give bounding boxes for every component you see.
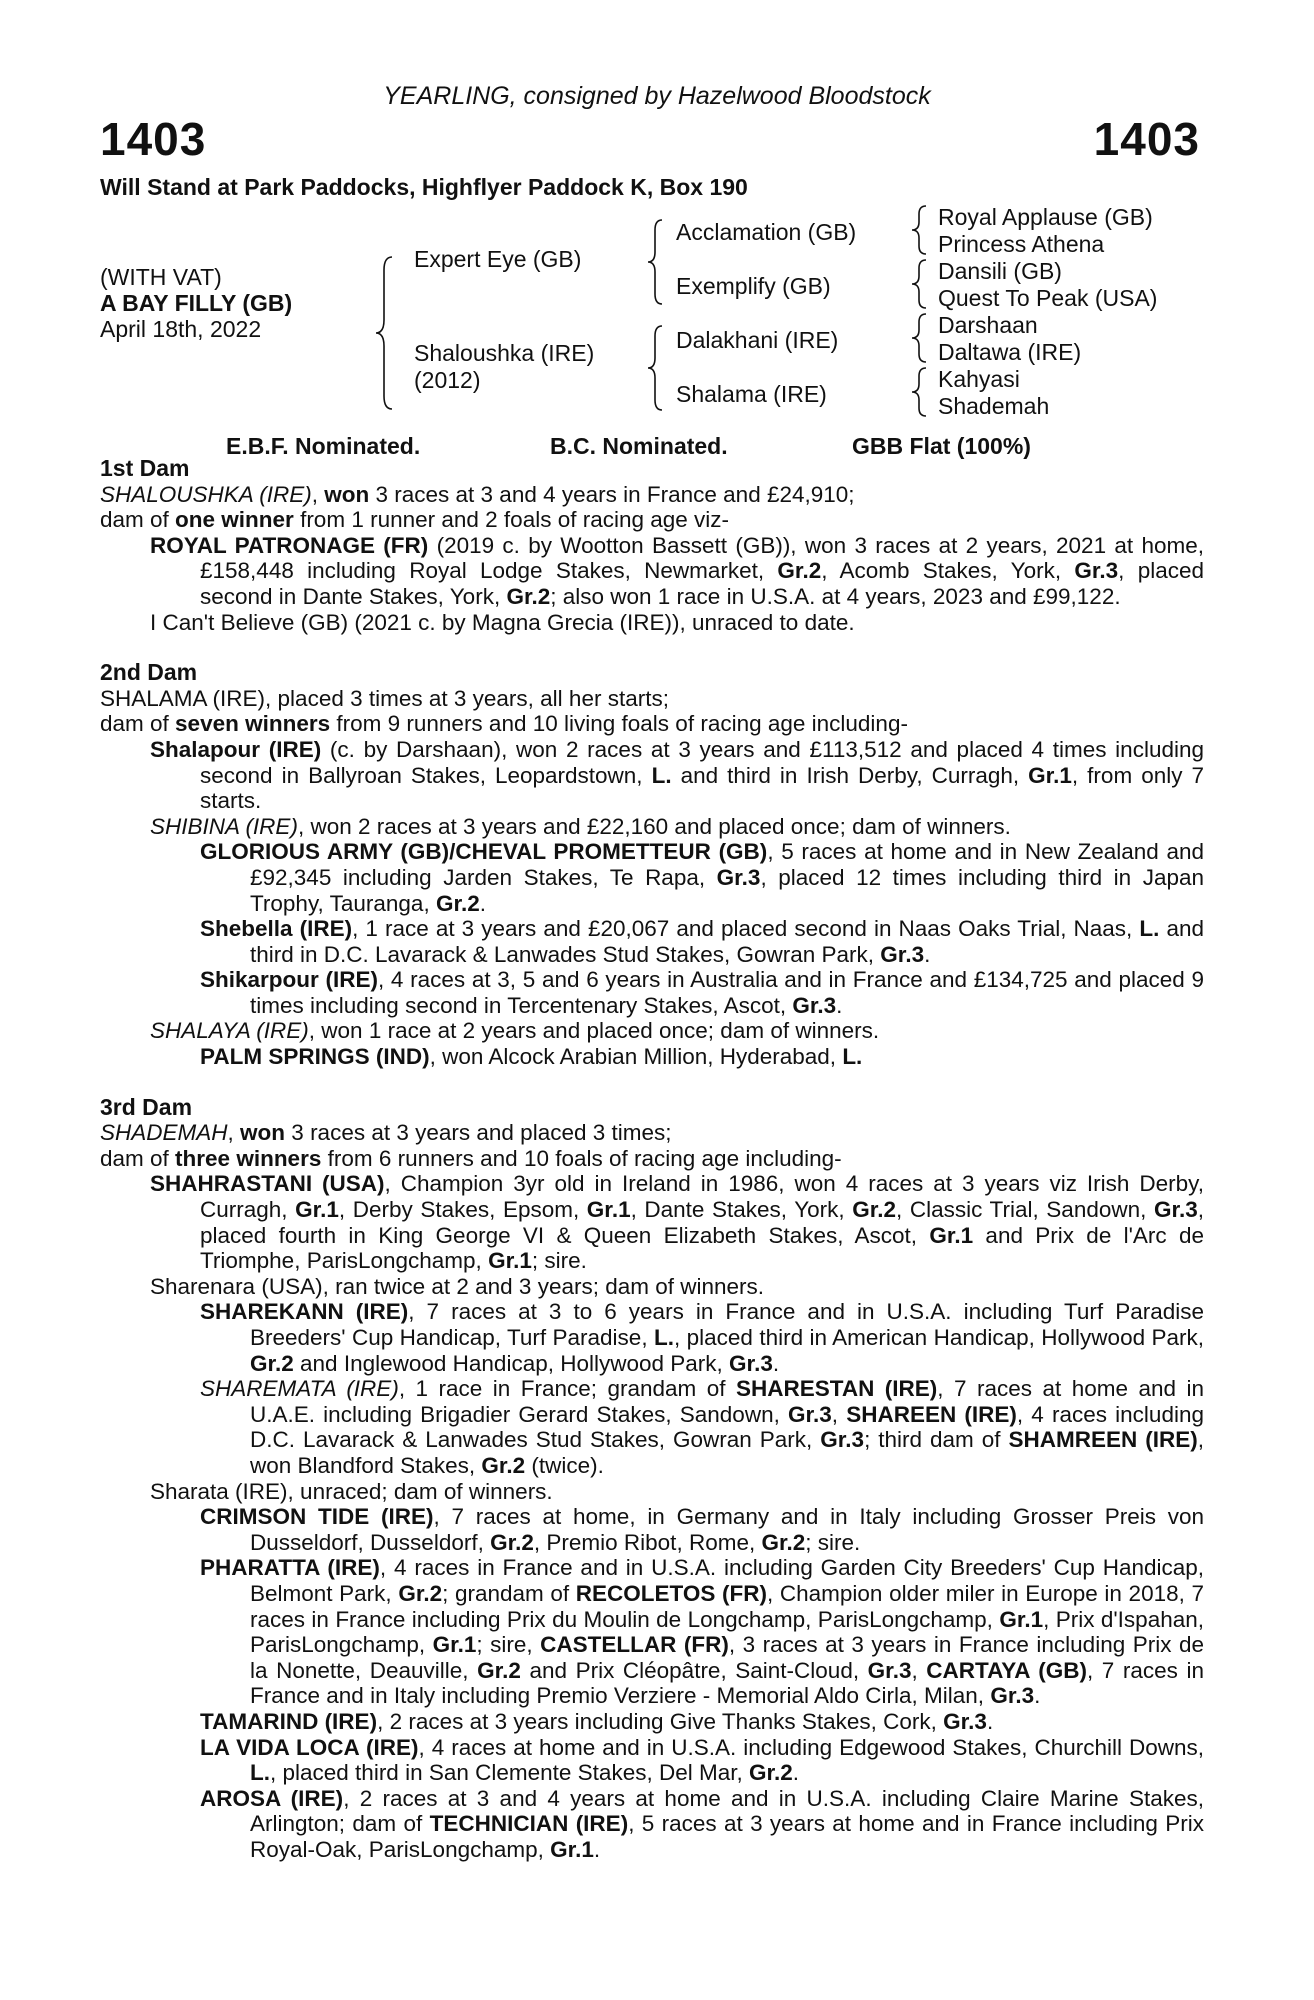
vat-note: (WITH VAT) [100, 264, 222, 290]
sire-dam: Exemplify (GB) [676, 273, 831, 299]
bc-nomination: B.C. Nominated. [550, 433, 728, 459]
stand-location: Will Stand at Park Paddocks, Highflyer Paddock K, Box 190 [100, 174, 748, 200]
ancestor-4: Quest To Peak (USA) [938, 285, 1158, 311]
first-dam-heading: 1st Dam [100, 455, 190, 481]
dam-dam: Shalama (IRE) [676, 381, 827, 407]
descendant-entry: CRIMSON TIDE (IRE), 7 races at home, in Germany and in Italy including Grosser Preis von Dusseldorf, Dusseldorf, Gr.2, Premio Ribot, Rome, Gr.2; sire. [200, 1504, 1205, 1555]
horse-name: A BAY FILLY (GB) [100, 290, 293, 316]
produce-entry: Sharenara (USA), ran twice at 2 and 3 years; dam of winners. [150, 1273, 765, 1299]
ancestor-1: Royal Applause (GB) [938, 204, 1153, 230]
descendant-entry: SHAREKANN (IRE), 7 races at 3 to 6 years in France and in U.S.A. including Turf Paradise Breeders' Cup Handicap, Turf Paradise, L., placed third in American Handicap, Hollywood Park, Gr.2 and Inglewood Handicap, Hollywood Park, Gr.3. [200, 1299, 1205, 1376]
descendant-entry: GLORIOUS ARMY (GB)/CHEVAL PROMETTEUR (GB), 5 races at home and in New Zealand and £92,345 including Jarden Stakes, Te Rapa, Gr.3, placed 12 times including third in Japan Trophy, Tauranga, Gr.2. [200, 839, 1204, 916]
ancestor-2: Princess Athena [938, 231, 1105, 257]
dam: Shaloushka (IRE) [414, 340, 595, 366]
second-dam-summary: SHALAMA (IRE), placed 3 times at 3 years, all her starts; dam of seven winners from 9 runners and 10 living foals of racing age including- [100, 685, 908, 737]
foaling-date: April 18th, 2022 [100, 316, 262, 342]
sire: Expert Eye (GB) [414, 246, 582, 272]
ancestor-8: Shademah [938, 393, 1050, 419]
ancestor-7: Kahyasi [938, 366, 1020, 392]
ancestor-6: Daltawa (IRE) [938, 339, 1082, 365]
lot-number-right: 1403 [1093, 113, 1200, 165]
descendant-entry: AROSA (IRE), 2 races at 3 and 4 years at home and in U.S.A. including Claire Marine Stakes, Arlington; dam of TECHNICIAN (IRE), 5 races at 3 years at home and in France including Prix Royal-Oak, ParisLongchamp, Gr.1. [200, 1785, 1204, 1862]
descendant-entry: Shebella (IRE), 1 race at 3 years and £20,067 and placed second in Naas Oaks Trial, Naas, L. and third in D.C. Lavarack & Lanwades Stud Stakes, Gowran Park, Gr.3. [200, 916, 1204, 967]
lot-number-left: 1403 [100, 113, 207, 165]
gbb-status: GBB Flat (100%) [852, 433, 1031, 459]
produce-entry: I Can't Believe (GB) (2021 c. by Magna Grecia (IRE)), unraced to date. [150, 609, 855, 635]
produce-entry: SHIBINA (IRE), won 2 races at 3 years and £22,160 and placed once; dam of winners. [150, 813, 1011, 839]
first-dam-summary: SHALOUSHKA (IRE), won 3 races at 3 and 4 years in France and £24,910; dam of one winner from 1 runner and 2 foals of racing age viz- [100, 481, 855, 533]
descendant-entry: PALM SPRINGS (IND), won Alcock Arabian Million, Hyderabad, L. [200, 1044, 863, 1070]
descendant-entry: SHAREMATA (IRE), 1 race in France; grandam of SHARESTAN (IRE), 7 races at home and in U.A.E. including Brigadier Gerard Stakes, Sandown, Gr.3, SHAREEN (IRE), 4 races including D.C. Lavarack & Lanwades Stud Stakes, Gowran Park, Gr.3; third dam of SHAMREEN (IRE), won Blandford Stakes, Gr.2 (twice). [200, 1376, 1205, 1478]
descendant-entry: Shikarpour (IRE), 4 races at 3, 5 and 6 years in Australia and in France and £134,725 and placed 9 times including second in Tercentenary Stakes, Ascot, Gr.3. [200, 967, 1204, 1018]
ancestor-3: Dansili (GB) [938, 258, 1062, 284]
produce-entry: SHAHRASTANI (USA), Champion 3yr old in Ireland in 1986, won 4 races at 3 years viz Irish Derby, Curragh, Gr.1, Derby Stakes, Epsom, Gr.1, Dante Stakes, York, Gr.2, Classic Trial, Sandown, Gr.3, placed fourth in King George VI & Queen Elizabeth Stakes, Ascot, Gr.1 and Prix de l'Arc de Triomphe, ParisLongchamp, Gr.1; sire. [150, 1171, 1204, 1274]
third-dam-heading: 3rd Dam [100, 1093, 193, 1120]
consignor-line: YEARLING, consigned by Hazelwood Bloodstock [383, 82, 931, 110]
sire-sire: Acclamation (GB) [676, 219, 857, 245]
produce-entry: Shalapour (IRE) (c. by Darshaan), won 2 races at 3 years and £113,512 and placed 4 times including second in Ballyroan Stakes, Leopardstown, L. and third in Irish Derby, Curragh, Gr.1, from only 7 starts. [150, 736, 1205, 814]
ancestor-5: Darshaan [938, 312, 1038, 338]
third-dam-summary: SHADEMAH, won 3 races at 3 years and placed 3 times; dam of three winners from 6 runners and 10 foals of racing age including- [100, 1120, 842, 1171]
dam-sire: Dalakhani (IRE) [676, 327, 839, 353]
dam-year: (2012) [414, 367, 481, 393]
produce-entry: Sharata (IRE), unraced; dam of winners. [150, 1478, 553, 1504]
descendant-entry: TAMARIND (IRE), 2 races at 3 years including Give Thanks Stakes, Cork, Gr.3. [200, 1708, 994, 1734]
second-dam-heading: 2nd Dam [100, 659, 198, 686]
produce-entry: ROYAL PATRONAGE (FR) (2019 c. by Wootton Bassett (GB)), won 3 races at 2 years, 2021 at home, £158,448 including Royal Lodge Stakes, Newmarket, Gr.2, Acomb Stakes, York, Gr.3, placed second in Dante Stakes, York, Gr.2; also won 1 race in U.S.A. at 4 years, 2023 and £99,122. [150, 532, 1204, 609]
ebf-nomination: E.B.F. Nominated. [226, 433, 421, 459]
produce-entry: SHALAYA (IRE), won 1 race at 2 years and placed once; dam of winners. [150, 1018, 880, 1044]
catalogue-body [100, 456, 1204, 1862]
descendant-entry: LA VIDA LOCA (IRE), 4 races at home and in U.S.A. including Edgewood Stakes, Churchill Downs, L., placed third in San Clemente Stakes, Del Mar, Gr.2. [200, 1734, 1204, 1786]
descendant-entry: PHARATTA (IRE), 4 races in France and in U.S.A. including Garden City Breeders' Cup Handicap, Belmont Park, Gr.2; grandam of RECOLETOS (FR), Champion older miler in Europe in 2018, 7 races in France including Prix du Moulin de Longchamp, ParisLongchamp, Gr.1, Prix d'Ispahan, ParisLongchamp, Gr.1; sire, CASTELLAR (FR), 3 races at 3 years in France including Prix de la Nonette, Deauville, Gr.2 and Prix Cléopâtre, Saint-Cloud, Gr.3, CARTAYA (GB), 7 races in France and in Italy including Premio Verziere - Memorial Aldo Cirla, Milan, Gr.3. [200, 1555, 1205, 1709]
